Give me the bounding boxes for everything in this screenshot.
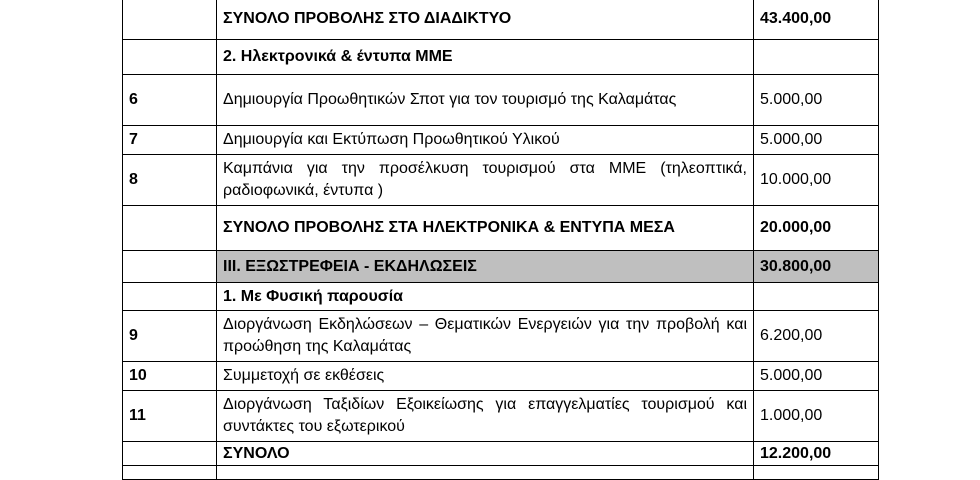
row-amount bbox=[754, 466, 879, 480]
row-number bbox=[123, 251, 217, 283]
row-amount: 12.200,00 bbox=[754, 442, 879, 466]
row-amount: 5.000,00 bbox=[754, 362, 879, 391]
row-number bbox=[123, 442, 217, 466]
section-header-row bbox=[123, 251, 879, 283]
row-description: Διοργάνωση Εκδηλώσεων – Θεματικών Ενεργειών για την προβολή και προώθηση της Καλαμάτας bbox=[217, 311, 754, 362]
table-row bbox=[123, 40, 879, 75]
row-description bbox=[217, 466, 754, 480]
row-number bbox=[123, 206, 217, 251]
table-row bbox=[123, 0, 879, 40]
table-row bbox=[123, 155, 879, 206]
row-description: 1. Με Φυσική παρουσία bbox=[217, 283, 754, 311]
table-row bbox=[123, 311, 879, 362]
row-amount: 5.000,00 bbox=[754, 126, 879, 155]
table-row bbox=[123, 362, 879, 391]
row-description: 2. Ηλεκτρονικά & έντυπα ΜΜΕ bbox=[217, 40, 754, 75]
row-description: Συμμετοχή σε εκθέσεις bbox=[217, 362, 754, 391]
row-number: 8 bbox=[123, 155, 217, 206]
row-number bbox=[123, 466, 217, 480]
row-amount bbox=[754, 283, 879, 311]
table-row bbox=[123, 391, 879, 442]
row-number bbox=[123, 0, 217, 40]
row-description: ΣΥΝΟΛΟ bbox=[217, 442, 754, 466]
row-description: Διοργάνωση Ταξιδίων Εξοικείωσης για επαγγελματίες τουρισμού και συντάκτες του εξωτερικού bbox=[217, 391, 754, 442]
table-row bbox=[123, 75, 879, 126]
row-amount: 10.000,00 bbox=[754, 155, 879, 206]
row-description: ΣΥΝΟΛΟ ΠΡΟΒΟΛΗΣ ΣΤΟ ΔΙΑΔΙΚΤΥΟ bbox=[217, 0, 754, 40]
table-row bbox=[123, 442, 879, 466]
row-description: ΣΥΝΟΛΟ ΠΡΟΒΟΛΗΣ ΣΤΑ ΗΛΕΚΤΡΟΝΙΚΑ & ΕΝΤΥΠΑ ΜΕΣΑ bbox=[217, 206, 754, 251]
budget-table bbox=[122, 0, 879, 480]
row-description: Δημιουργία Προωθητικών Σποτ για τον τουρισμό της Καλαμάτας bbox=[217, 75, 754, 126]
row-description: Δημιουργία και Εκτύπωση Προωθητικού Υλικού bbox=[217, 126, 754, 155]
row-amount: 20.000,00 bbox=[754, 206, 879, 251]
table-row bbox=[123, 206, 879, 251]
row-number bbox=[123, 283, 217, 311]
table-row bbox=[123, 466, 879, 480]
row-number: 6 bbox=[123, 75, 217, 126]
row-description: Καμπάνια για την προσέλκυση τουρισμού στα ΜΜΕ (τηλεοπτικά, ραδιοφωνικά, έντυπα ) bbox=[217, 155, 754, 206]
row-number: 9 bbox=[123, 311, 217, 362]
row-number: 11 bbox=[123, 391, 217, 442]
row-amount: 1.000,00 bbox=[754, 391, 879, 442]
row-description: ΙΙΙ. ΕΞΩΣΤΡΕΦΕΙΑ - ΕΚΔΗΛΩΣΕΙΣ bbox=[217, 251, 754, 283]
table-row bbox=[123, 283, 879, 311]
row-amount: 30.800,00 bbox=[754, 251, 879, 283]
row-amount: 5.000,00 bbox=[754, 75, 879, 126]
row-number: 7 bbox=[123, 126, 217, 155]
row-number: 10 bbox=[123, 362, 217, 391]
table-row bbox=[123, 126, 879, 155]
row-number bbox=[123, 40, 217, 75]
row-amount bbox=[754, 40, 879, 75]
row-amount: 6.200,00 bbox=[754, 311, 879, 362]
row-amount: 43.400,00 bbox=[754, 0, 879, 40]
